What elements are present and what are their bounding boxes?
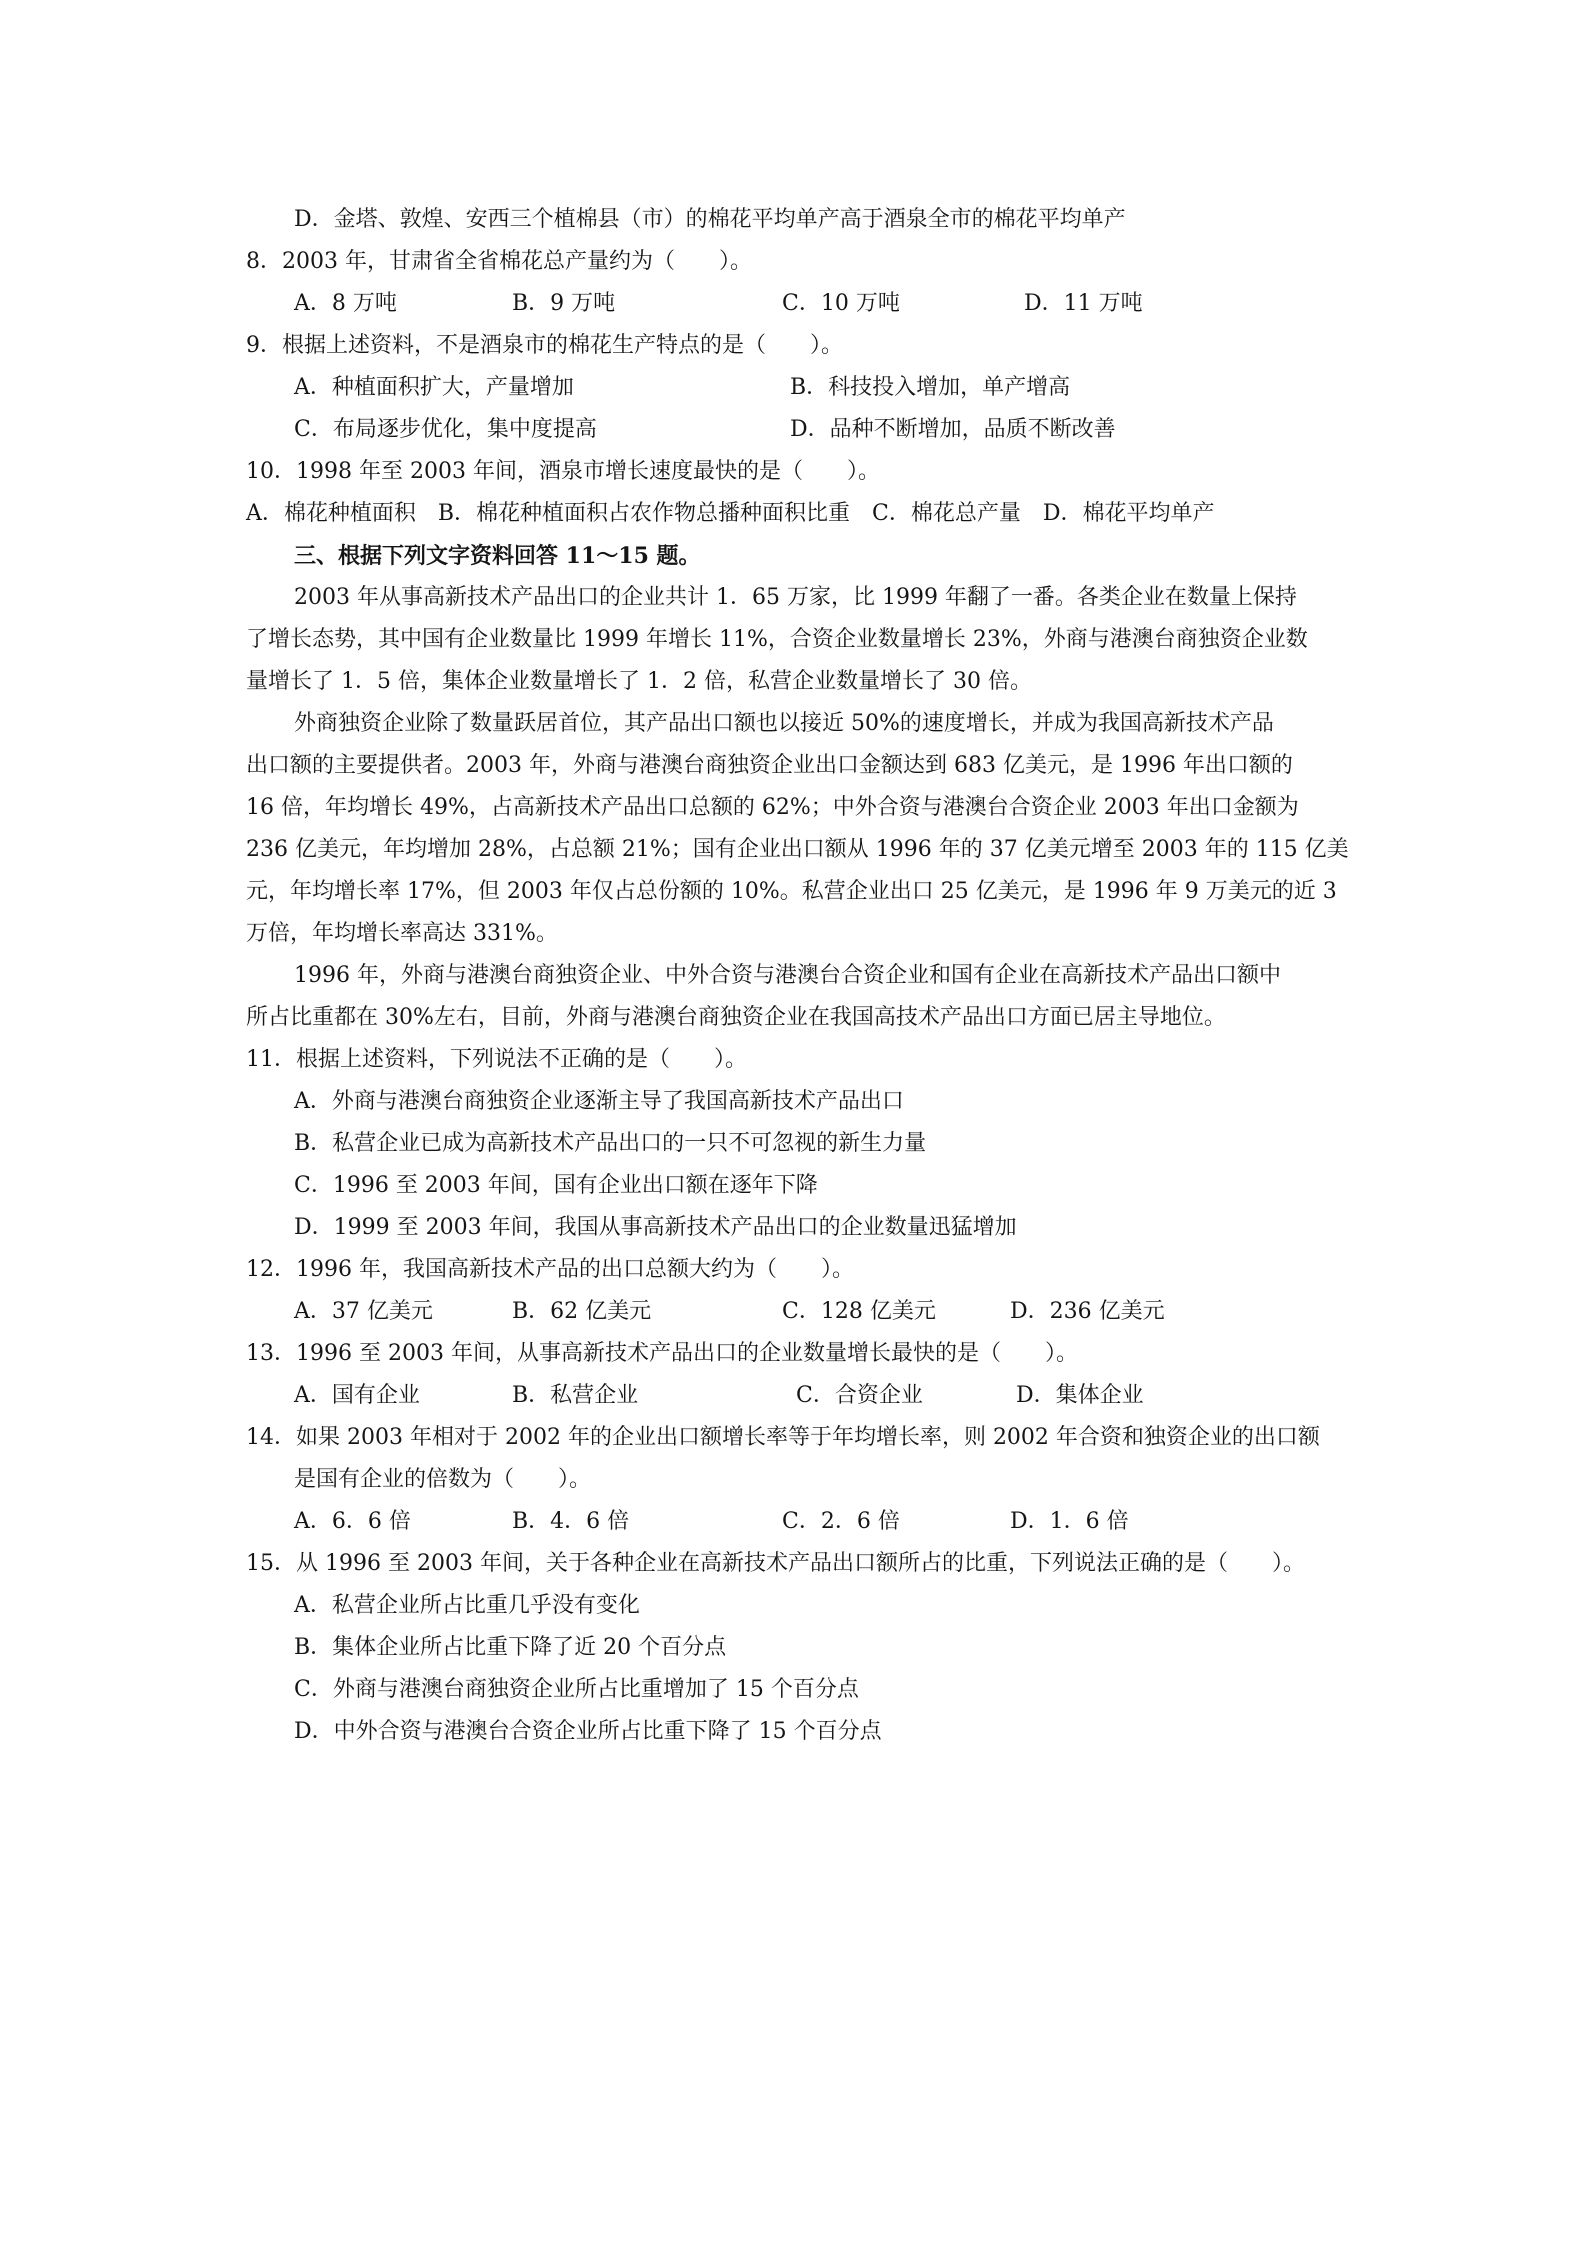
- q14-stem: 14．如果 2003 年相对于 2002 年的企业出口额增长率等于年均增长率，则 2002 年合资和独资企业的出口额: [246, 1425, 1320, 1450]
- q7-option-d: D．金塔、敦煌、安西三个植棉县（市）的棉花平均单产高于酒泉全市的棉花平均单产: [294, 207, 1126, 232]
- paragraph-2-line-6: 万倍，年均增长率高达 331%。: [246, 921, 558, 946]
- q10-stem: 10．1998 年至 2003 年间，酒泉市增长速度最快的是（ ）。: [246, 459, 880, 484]
- q11-option-c: C．1996 至 2003 年间，国有企业出口额在逐年下降: [294, 1173, 818, 1198]
- q12-stem: 12．1996 年，我国高新技术产品的出口总额大约为（ ）。: [246, 1257, 854, 1282]
- q15-option-d: D．中外合资与港澳台合资企业所占比重下降了 15 个百分点: [294, 1719, 882, 1744]
- q8-option-a: A．8 万吨: [294, 291, 397, 316]
- q8-option-b: B．9 万吨: [512, 291, 616, 316]
- q15-option-a: A．私营企业所占比重几乎没有变化: [294, 1593, 640, 1618]
- q12-option-a: A．37 亿美元: [294, 1299, 433, 1324]
- section-3-heading: 三、根据下列文字资料回答 11～15 题。: [294, 543, 701, 569]
- q12-option-b: B．62 亿美元: [512, 1299, 652, 1324]
- q11-option-a: A．外商与港澳台商独资企业逐渐主导了我国高新技术产品出口: [294, 1089, 904, 1114]
- q9-option-b: B．科技投入增加，单产增高: [790, 375, 1071, 400]
- q10-options: A．棉花种植面积 B．棉花种植面积占农作物总播种面积比重 C．棉花总产量 D．棉花平均单产: [246, 501, 1215, 526]
- paragraph-1-line-2: 了增长态势，其中国有企业数量比 1999 年增长 11%，合资企业数量增长 23%，外商与港澳台商独资企业数: [246, 627, 1308, 652]
- q8-stem: 8．2003 年，甘肃省全省棉花总产量约为（ ）。: [246, 249, 752, 274]
- q9-option-a: A．种植面积扩大，产量增加: [294, 375, 574, 400]
- q14-stem-continued: 是国有企业的倍数为（ ）。: [294, 1467, 592, 1492]
- paragraph-3-line-1: 1996 年，外商与港澳台商独资企业、中外合资与港澳台合资企业和国有企业在高新技术产品出口额中: [294, 963, 1281, 988]
- q9-option-d: D．品种不断增加，品质不断改善: [790, 417, 1116, 442]
- q14-option-d: D．1．6 倍: [1010, 1509, 1129, 1534]
- paragraph-2-line-1: 外商独资企业除了数量跃居首位，其产品出口额也以接近 50%的速度增长，并成为我国高新技术产品: [294, 711, 1274, 736]
- q14-option-c: C．2．6 倍: [782, 1509, 900, 1534]
- q14-option-b: B．4．6 倍: [512, 1509, 630, 1534]
- q12-option-d: D．236 亿美元: [1010, 1299, 1165, 1324]
- paragraph-1-line-3: 量增长了 1．5 倍，集体企业数量增长了 1．2 倍，私营企业数量增长了 30 倍。: [246, 669, 1032, 694]
- q8-option-c: C．10 万吨: [782, 291, 900, 316]
- q11-stem: 11．根据上述资料，下列说法不正确的是（ ）。: [246, 1047, 747, 1072]
- q15-option-b: B．集体企业所占比重下降了近 20 个百分点: [294, 1635, 727, 1660]
- q15-stem: 15．从 1996 至 2003 年间，关于各种企业在高新技术产品出口额所占的比重，下列说法正确的是（ ）。: [246, 1551, 1305, 1576]
- q11-option-d: D．1999 至 2003 年间，我国从事高新技术产品出口的企业数量迅猛增加: [294, 1215, 1017, 1240]
- q12-option-c: C．128 亿美元: [782, 1299, 936, 1324]
- q14-option-a: A．6．6 倍: [294, 1509, 411, 1534]
- paragraph-1-line-1: 2003 年从事高新技术产品出口的企业共计 1．65 万家，比 1999 年翻了一番。各类企业在数量上保持: [294, 585, 1297, 610]
- q13-stem: 13．1996 至 2003 年间，从事高新技术产品出口的企业数量增长最快的是（ ）。: [246, 1341, 1078, 1366]
- q8-option-d: D．11 万吨: [1024, 291, 1143, 316]
- q13-option-b: B．私营企业: [512, 1383, 639, 1408]
- paragraph-2-line-2: 出口额的主要提供者。2003 年，外商与港澳台商独资企业出口金额达到 683 亿美元，是 1996 年出口额的: [246, 753, 1293, 778]
- q11-option-b: B．私营企业已成为高新技术产品出口的一只不可忽视的新生力量: [294, 1131, 927, 1156]
- q15-option-c: C．外商与港澳台商独资企业所占比重增加了 15 个百分点: [294, 1677, 859, 1702]
- q13-option-d: D．集体企业: [1016, 1383, 1144, 1408]
- q13-option-a: A．国有企业: [294, 1383, 420, 1408]
- paragraph-2-line-5: 元，年均增长率 17%，但 2003 年仅占总份额的 10%。私营企业出口 25 亿美元，是 1996 年 9 万美元的近 3: [246, 879, 1337, 904]
- paragraph-3-line-2: 所占比重都在 30%左右，目前，外商与港澳台商独资企业在我国高技术产品出口方面已居主导地位。: [246, 1005, 1226, 1030]
- paragraph-2-line-3: 16 倍，年均增长 49%，占高新技术产品出口总额的 62%；中外合资与港澳台合资企业 2003 年出口金额为: [246, 795, 1299, 820]
- q9-option-c: C．布局逐步优化，集中度提高: [294, 417, 597, 442]
- q13-option-c: C．合资企业: [796, 1383, 923, 1408]
- paragraph-2-line-4: 236 亿美元，年均增加 28%，占总额 21%；国有企业出口额从 1996 年的 37 亿美元增至 2003 年的 115 亿美: [246, 837, 1349, 862]
- q9-stem: 9．根据上述资料，不是酒泉市的棉花生产特点的是（ ）。: [246, 333, 843, 358]
